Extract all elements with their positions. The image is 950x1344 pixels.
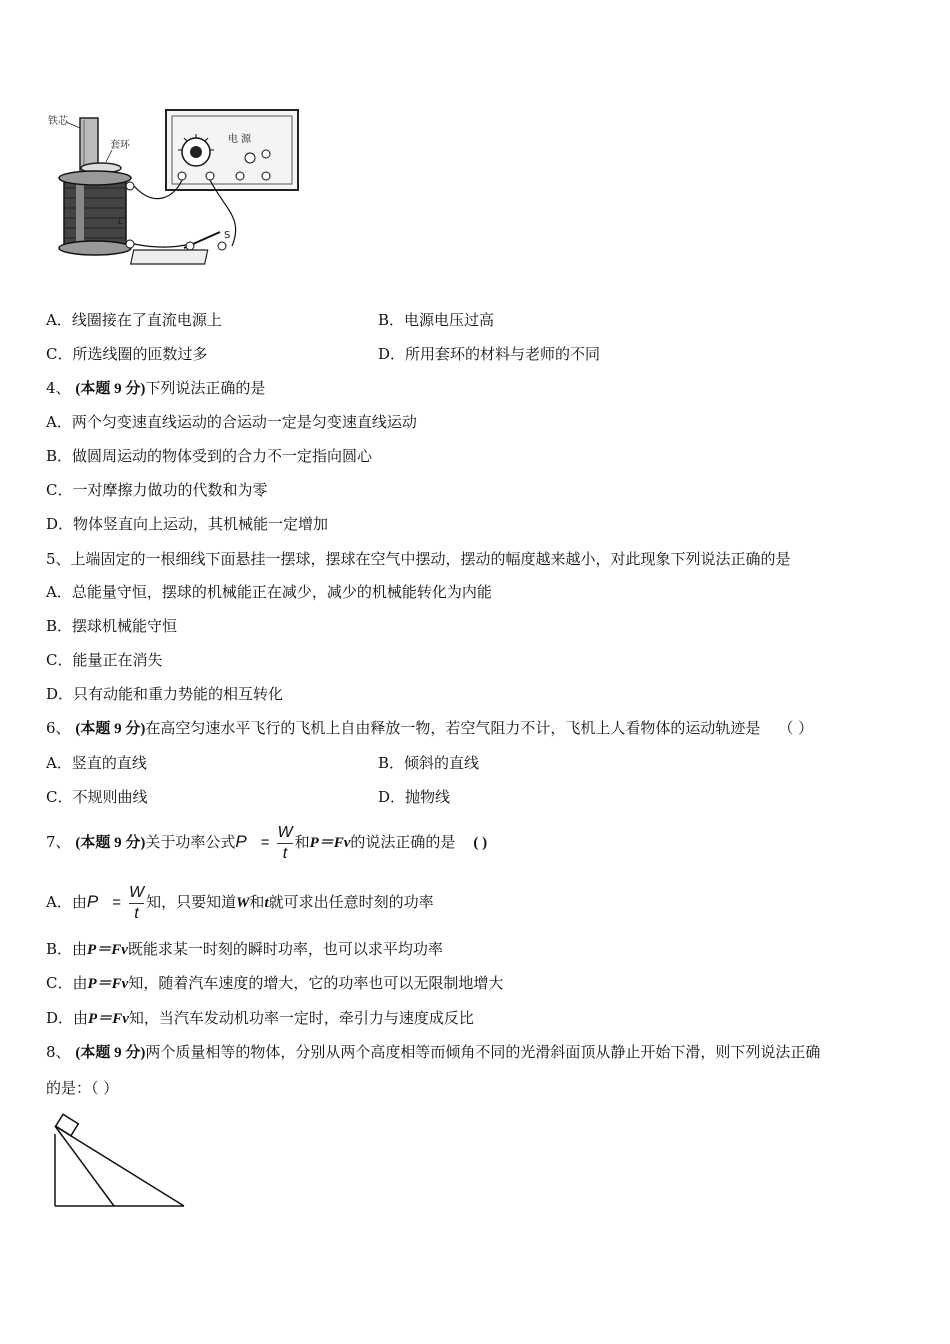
q7-pfv: P＝Fv [309,835,351,851]
q7-and: 和 [294,833,310,851]
q7-b-pfv: P＝Fv [87,942,128,958]
q8-stem-line2: 的是：（ ） [46,1079,119,1097]
q7-c-pfv: P＝Fv [87,976,129,992]
q7-formula-eq: = [260,834,270,851]
q5-stem: 5、上端固定的一根细线下面悬挂一摆球，摆球在空气中摆动，摆动的幅度越来越小，对此现象下列说法正确的是 [46,550,791,568]
q6-option-d: D．抛物线 [378,788,451,806]
q7-d-post: 知，当汽车发动机功率一定时，牵引力与速度成反比 [128,1009,474,1027]
gentle-incline [55,1126,184,1206]
q4-stem [46,378,265,399]
q6-stem [46,718,813,739]
q7-b-post: 既能求某一时刻的瞬时功率，也可以求平均功率 [127,940,443,958]
label-S: S [224,230,231,241]
inclined-planes-figure [48,1112,190,1212]
q7-option-c [46,973,503,994]
q7-a-eq: = [112,894,121,911]
q3-option-b: B．电源电压过高 [378,311,495,329]
q7-tag: (本题 9 分) [75,835,146,851]
q7-a-and: 和 [249,893,265,911]
q7-stem-post: 的说法正确的是 [350,833,456,851]
q4-num: 4、 [46,379,71,397]
q7-formula-P: P [235,832,247,851]
q7-formula-W: W [277,823,293,841]
q6-option-b: B．倾斜的直线 [378,754,480,772]
q7-num: 7、 [46,833,71,851]
q7-a-pre: A．由 [46,893,87,911]
q7-c-pre: C．由 [46,974,88,992]
q8-stem-text: 两个质量相等的物体，分别从两个高度相等而倾角不同的光滑斜面顶从静止开始下滑，则下列说法正确 [145,1043,821,1061]
q7-b-pre: B．由 [46,940,88,958]
q4-option-b: B．做圆周运动的物体受到的合力不一定指向圆心 [46,447,373,465]
label-L: L [118,216,124,227]
q6-answer-paren: （ ） [778,719,814,737]
q7-formula-fraction [277,824,292,863]
q6-option-c: C．不规则曲线 [46,788,148,806]
q4-option-c: C．一对摩擦力做功的代数和为零 [46,481,268,499]
q4-option-a: A．两个匀变速直线运动的合运动一定是匀变速直线运动 [46,413,417,431]
q4-stem-text: 下列说法正确的是 [145,379,266,397]
q7-a-post-1: 知，只要知道 [146,893,237,911]
q5-option-c: C．能量正在消失 [46,651,163,669]
steep-incline [55,1126,114,1206]
q3-option-c: C．所选线圈的匝数过多 [46,345,208,363]
q7-d-pfv: P＝Fv [88,1011,129,1027]
q7-answer-paren: ( ) [473,835,488,851]
q7-stem-pre: 关于功率公式 [145,833,236,851]
q7-a-t: t [264,895,269,911]
q6-stem-text: 在高空匀速水平飞行的飞机上自由释放一物，若空气阻力不计，飞机上人看物体的运动轨迹是 [145,719,761,737]
q3-option-d: D．所用套环的材料与老师的不同 [378,345,601,363]
q7-a-fraction [129,884,144,923]
switch [131,250,208,264]
q7-stem [46,822,487,863]
label-iron-core: 铁芯 [48,116,68,127]
q7-a-post-2: 就可求出任意时刻的功率 [268,893,434,911]
q5-option-a: A．总能量守恒，摆球的机械能正在减少，减少的机械能转化为内能 [46,583,492,601]
q5-option-d: D．只有动能和重力势能的相互转化 [46,685,284,703]
label-ring: 套环 [110,140,130,151]
q5-option-b: B．摆球机械能守恒 [46,617,178,635]
q6-num: 6、 [46,719,71,737]
q7-a-t-den: t [134,904,139,922]
q7-a-P: P [86,892,99,911]
q7-formula-t: t [282,844,288,862]
q8-stem [46,1042,820,1063]
q6-option-a: A．竖直的直线 [46,754,147,772]
q7-d-pre: D．由 [46,1009,89,1027]
q8-tag: (本题 9 分) [75,1045,146,1061]
q7-option-a [46,882,434,923]
q8-num: 8、 [46,1043,71,1061]
coil-apparatus-figure [44,98,314,278]
label-power: 电 源 [228,134,252,145]
q4-option-d: D．物体竖直向上运动，其机械能一定增加 [46,515,329,533]
q3-option-a: A．线圈接在了直流电源上 [46,311,222,329]
q4-tag: (本题 9 分) [75,381,146,397]
q7-option-d [46,1008,474,1029]
q7-c-post: 知，随着汽车速度的增大，它的功率也可以无限制地增大 [128,974,504,992]
q6-tag: (本题 9 分) [75,721,146,737]
q7-a-W: W [236,895,250,911]
q7-a-W-num: W [128,883,145,901]
q7-option-b [46,939,443,960]
